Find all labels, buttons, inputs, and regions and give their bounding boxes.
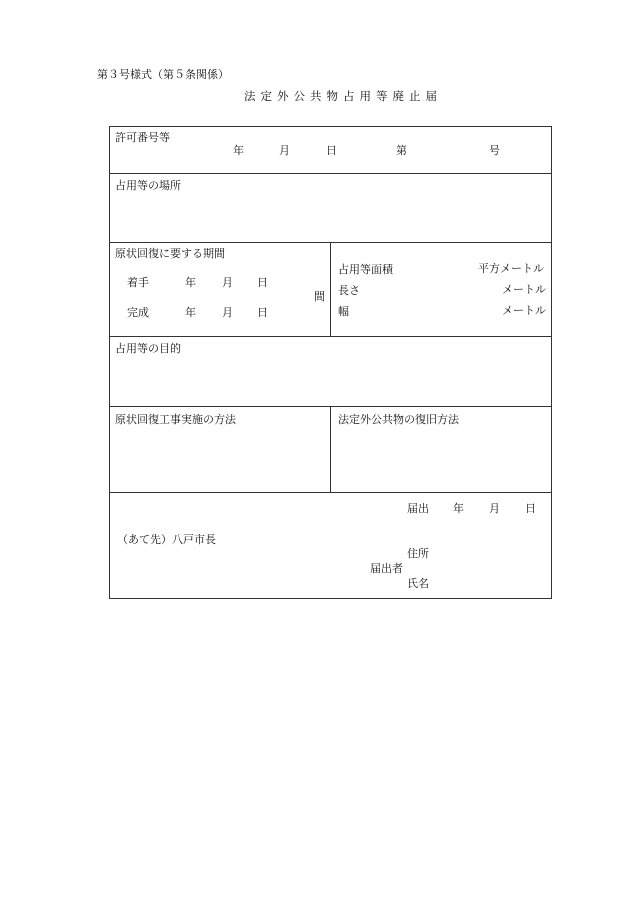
end-month: 月: [222, 306, 233, 319]
filing-date-label: 届出: [407, 502, 429, 515]
table-border-right: [551, 126, 552, 599]
permit-day: 日: [326, 144, 337, 157]
column-divider: [330, 242, 331, 337]
length-label: 長さ: [338, 284, 360, 297]
filing-month: 月: [489, 502, 500, 515]
filing-year: 年: [453, 502, 464, 515]
start-year: 年: [185, 276, 196, 289]
start-label: 着手: [127, 276, 149, 289]
row-divider: [110, 406, 552, 407]
start-day: 日: [257, 276, 268, 289]
form-number: 第３号様式（第５条関係）: [97, 68, 229, 81]
area-label: 占用等面積: [338, 263, 393, 276]
row-divider: [110, 492, 552, 493]
width-unit: メートル: [502, 304, 546, 317]
end-day: 日: [257, 306, 268, 319]
location-label: 占用等の場所: [115, 179, 181, 192]
start-month: 月: [222, 276, 233, 289]
recovery-label: 法定外公共物の復旧方法: [338, 413, 459, 426]
filing-day: 日: [525, 502, 536, 515]
row-divider: [110, 242, 552, 243]
permit-go: 号: [489, 144, 500, 157]
purpose-label: 占用等の目的: [115, 342, 181, 355]
period-kan: 間: [314, 290, 325, 303]
permit-label: 許可番号等: [115, 131, 170, 144]
table-border-bottom: [110, 598, 552, 599]
page-title: 法定外公共物占用等廃止届: [244, 89, 442, 103]
address-label: 住所: [407, 547, 429, 560]
row-divider: [110, 336, 552, 337]
table-border-top: [110, 126, 552, 127]
end-year: 年: [185, 306, 196, 319]
addressee: （あて先）八戸市長: [117, 533, 216, 546]
length-unit: メートル: [502, 283, 546, 296]
width-label: 幅: [338, 305, 349, 318]
name-label: 氏名: [407, 577, 429, 590]
period-label: 原状回復に要する期間: [115, 247, 225, 260]
restoration-label: 原状回復工事実施の方法: [115, 413, 236, 426]
area-unit: 平方メートル: [478, 262, 544, 275]
permit-year: 年: [233, 144, 244, 157]
column-divider: [330, 406, 331, 493]
filer-label: 届出者: [370, 562, 403, 575]
table-border-left: [109, 126, 110, 599]
row-divider: [110, 173, 552, 174]
end-label: 完成: [127, 306, 149, 319]
permit-dai: 第: [396, 144, 407, 157]
permit-month: 月: [279, 144, 290, 157]
